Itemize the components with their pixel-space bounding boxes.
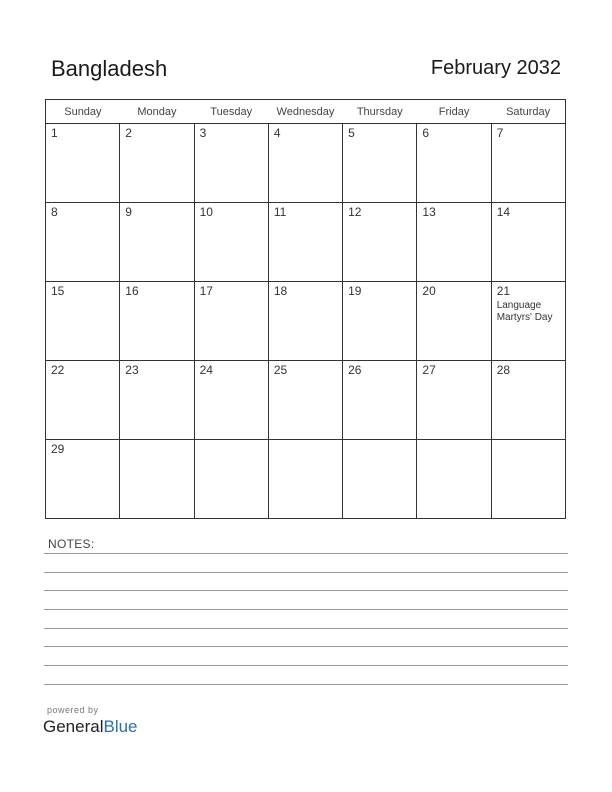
calendar-grid: [45, 99, 566, 519]
day-cell: [343, 124, 417, 203]
day-number: 20: [422, 284, 436, 298]
weekday-thursday: Thursday: [343, 100, 417, 124]
day-cell: [417, 282, 491, 361]
week-row: [46, 203, 566, 282]
day-cell: [343, 203, 417, 282]
day-cell: [268, 203, 342, 282]
day-number: 18: [273, 284, 288, 298]
day-cell: [343, 361, 417, 440]
day-number: 29: [51, 442, 65, 456]
day-cell: [120, 124, 194, 203]
week-row: [46, 361, 566, 440]
day-cell: [194, 361, 268, 440]
month-year-title: February 2032: [430, 57, 561, 79]
day-cell: [46, 440, 120, 519]
day-cell: [491, 361, 565, 440]
powered-by-text: powered by: [47, 705, 99, 715]
day-number: 4: [273, 126, 281, 140]
day-cell: [120, 203, 194, 282]
day-cell: [46, 124, 120, 203]
day-number: 22: [51, 363, 65, 377]
day-cell: [120, 361, 194, 440]
note-line: [44, 665, 568, 666]
holiday-label: Language Martyrs' Day: [496, 300, 553, 323]
day-number: 23: [125, 363, 139, 377]
notes-label: NOTES:: [48, 537, 95, 551]
note-line: [44, 684, 568, 685]
note-line: [44, 609, 568, 610]
day-number: 28: [496, 363, 511, 377]
day-number: 11: [273, 205, 287, 219]
day-cell: [268, 282, 342, 361]
day-cell: [343, 282, 417, 361]
note-line: [44, 572, 568, 573]
week-row: [46, 282, 566, 361]
day-cell: [417, 124, 491, 203]
day-cell: [268, 361, 342, 440]
day-number: 12: [348, 205, 362, 219]
day-number: 25: [273, 363, 288, 377]
day-number: 21: [496, 284, 511, 298]
day-number: 5: [348, 126, 355, 140]
weekday-friday: Friday: [417, 100, 491, 124]
day-number: 10: [199, 205, 213, 219]
day-cell: [194, 124, 268, 203]
country-title: Bangladesh: [51, 56, 168, 81]
day-number: 13: [422, 205, 436, 219]
note-line: [44, 553, 568, 554]
day-number: 27: [422, 363, 436, 377]
day-cell: [268, 124, 342, 203]
day-number: 7: [496, 126, 504, 140]
day-number: 9: [125, 205, 132, 219]
day-number: 17: [199, 284, 213, 298]
weekday-tuesday: Tuesday: [194, 100, 268, 124]
day-cell: [417, 361, 491, 440]
day-cell: [194, 203, 268, 282]
day-number: 1: [51, 126, 58, 140]
day-number: 3: [199, 126, 207, 140]
day-number: 19: [348, 284, 362, 298]
day-cell-empty: [491, 440, 565, 519]
day-number: 24: [199, 363, 213, 377]
brand-blue: Blue: [103, 717, 138, 736]
day-cell: [46, 282, 120, 361]
week-row: [46, 124, 566, 203]
note-line: [44, 646, 568, 647]
weekday-saturday: Saturday: [491, 100, 565, 124]
day-cell: [120, 282, 194, 361]
brand-general: General: [43, 717, 104, 736]
day-number: 16: [125, 284, 139, 298]
day-cell: [417, 203, 491, 282]
note-line: [44, 628, 568, 629]
note-line: [44, 590, 568, 591]
day-cell-empty: [343, 440, 417, 519]
day-number: 6: [422, 126, 430, 140]
day-number: 15: [51, 284, 65, 298]
day-cell-empty: [268, 440, 342, 519]
weekday-header-row: [46, 100, 566, 124]
day-cell: [491, 203, 565, 282]
day-cell-empty: [417, 440, 491, 519]
day-cell: [194, 282, 268, 361]
day-number: 14: [496, 205, 511, 219]
weekday-monday: Monday: [120, 100, 194, 124]
day-number: 8: [51, 205, 58, 219]
day-cell-holiday: [491, 282, 565, 361]
day-cell-empty: [120, 440, 194, 519]
day-number: 26: [348, 363, 362, 377]
weekday-wednesday: Wednesday: [268, 100, 342, 124]
weekday-sunday: Sunday: [46, 100, 120, 124]
day-cell-empty: [194, 440, 268, 519]
day-cell: [491, 124, 565, 203]
day-number: 2: [125, 126, 132, 140]
day-cell: [46, 361, 120, 440]
generalblue-logo: [43, 717, 138, 737]
day-cell: [46, 203, 120, 282]
week-row: [46, 440, 566, 519]
